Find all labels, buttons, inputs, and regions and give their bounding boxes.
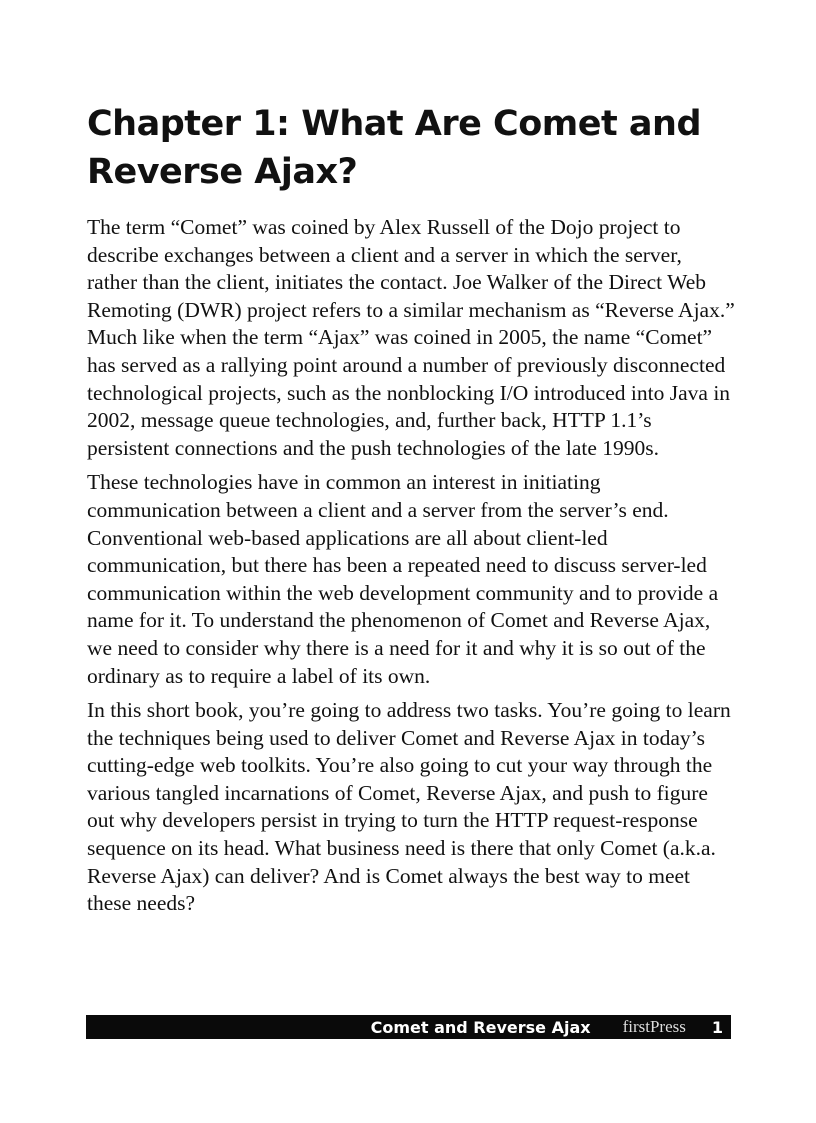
page-footer xyxy=(86,1015,731,1039)
paragraph-3: In this short book, you’re going to address two tasks. You’re going to learn the techniques being used to deliver Comet and Reverse Ajax in today’s cutting-edge web toolkits. You’re also going to cut your way through the various tangled incarnations of Comet, Reverse Ajax, and push to figure out why developers persist in trying to turn the HTTP request-response sequence on its head. What business need is there that only Comet (a.k.a. Reverse Ajax) can deliver? And is Comet always the best way to meet these needs? xyxy=(87,698,731,916)
chapter-title: Chapter 1: What Are Comet and Reverse Ajax? xyxy=(87,104,701,192)
footer-page-number: 1 xyxy=(711,1017,723,1037)
paragraph-2: These technologies have in common an interest in initiating communication between a client and a server from the server’s end. Conventional web-based applications are all about client-led communication, but there has been a repeated need to discuss server-led communication within the web development community and to provide a name for it. To understand the phenomenon of Comet and Reverse Ajax, we need to consider why there is a need for it and why it is so out of the ordinary as to require a label of its own. xyxy=(87,470,719,688)
page-content xyxy=(87,100,737,925)
footer-publisher: firstPress xyxy=(622,1017,686,1036)
paragraph-1: The term “Comet” was coined by Alex Russell of the Dojo project to describe exchanges between a client and a server in which the server, rather than the client, initiates the contact. Joe Walker of the Direct Web Remoting (DWR) project refers to a similar mechanism as “Reverse Ajax.” Much like when the term “Ajax” was coined in 2005, the name “Comet” has served as a rallying point around a number of previously disconnected technological projects, such as the nonblocking I/O introduced into Java in 2002, message queue technologies, and, further back, HTTP 1.1’s persistent connections and the push technologies of the late 1990s. xyxy=(87,215,735,460)
footer-book-title: Comet and Reverse Ajax xyxy=(370,1017,591,1037)
